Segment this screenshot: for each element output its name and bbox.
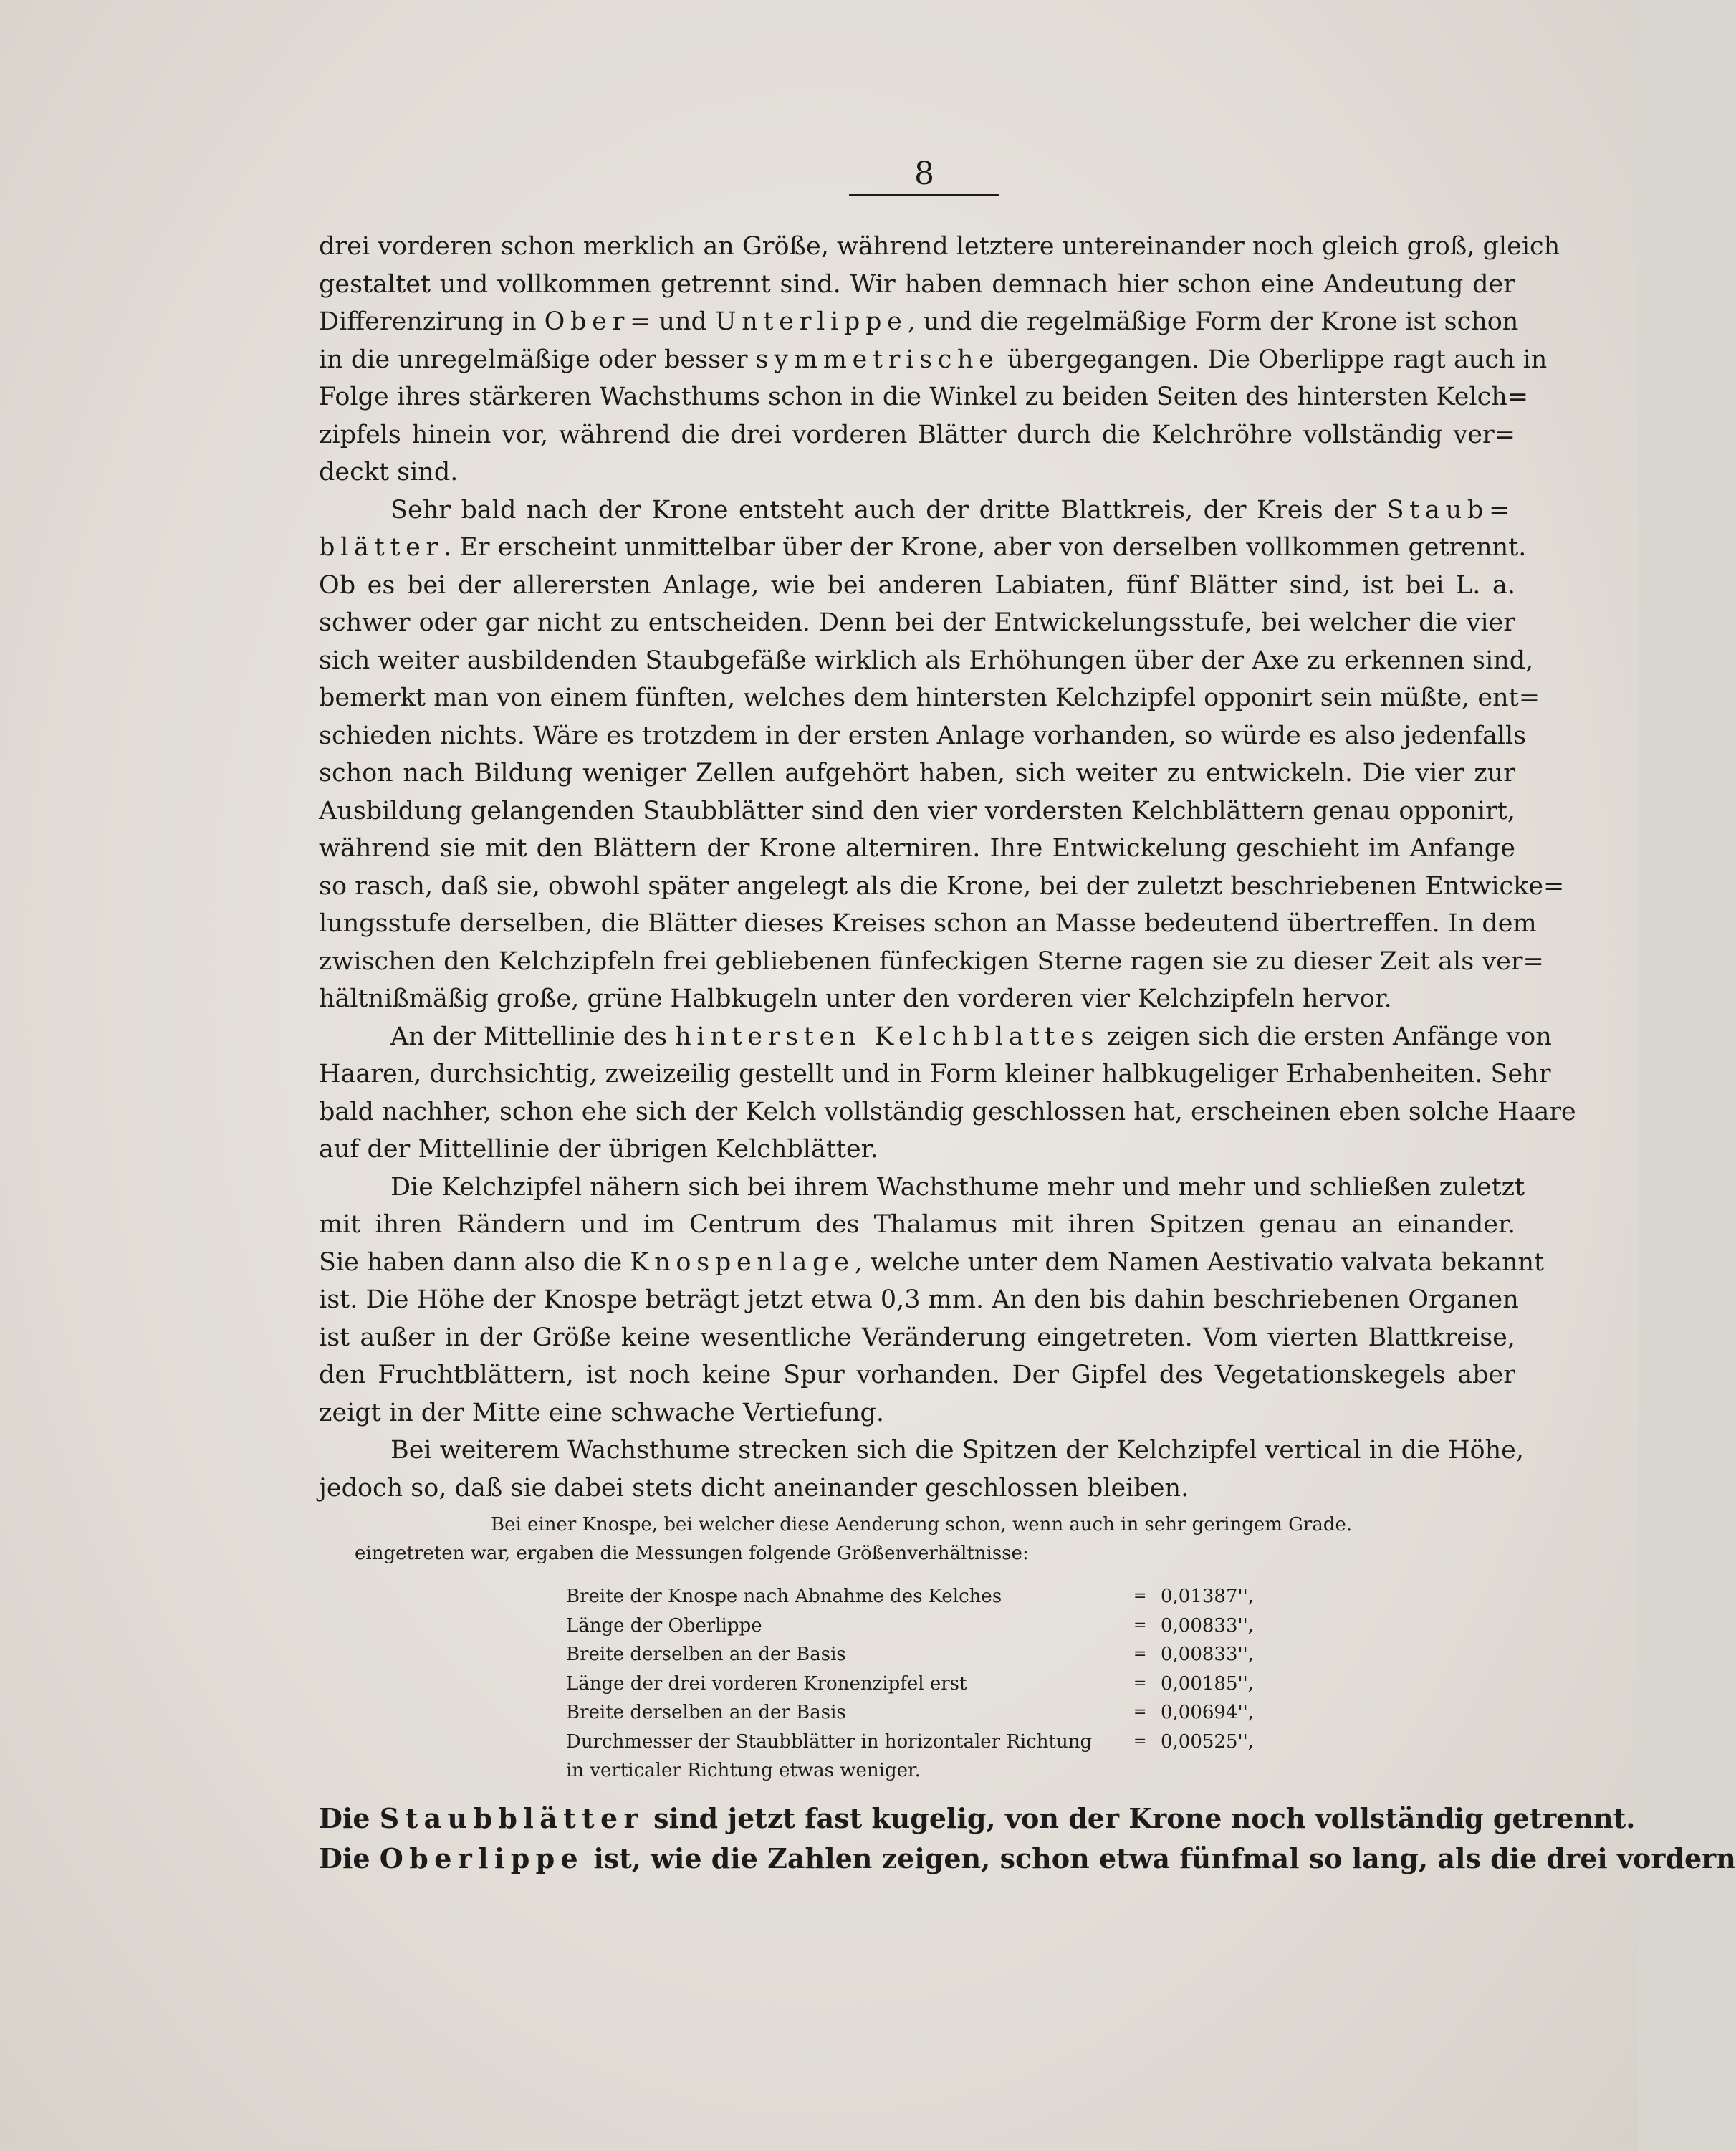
measurement-label: Länge der Oberlippe bbox=[566, 1614, 762, 1637]
closing-line bbox=[319, 1839, 1736, 1879]
measurement-table bbox=[566, 1582, 1282, 1756]
text-run: Die bbox=[319, 1842, 380, 1874]
text-run: ist außer in der Größe keine wesentliche Veränderung eingetreten. Vom vierten Blattkreise, bbox=[319, 1323, 1515, 1352]
body-line bbox=[319, 378, 1529, 416]
text-run: in die unregelmäßige oder besser bbox=[319, 345, 756, 374]
text-run: sind jetzt fast kugelig, von der Krone noch vollständig getrennt. bbox=[643, 1802, 1636, 1834]
spaced-term: Staub= bbox=[1386, 495, 1515, 524]
measurement-equals: = bbox=[1133, 1703, 1147, 1721]
body-line bbox=[319, 868, 1565, 906]
text-run: Haaren, durchsichtig, zweizeilig gestellt und in Form kleiner halbkugeliger Erhabenheiten. Sehr bbox=[319, 1060, 1551, 1088]
measurement-row bbox=[566, 1698, 1282, 1728]
spaced-term: Staubblätter bbox=[379, 1802, 644, 1834]
text-run: gestaltet und vollkommen getrennt sind. Wir haben demnach hier schon eine Andeutung der bbox=[319, 269, 1515, 299]
spaced-term: hintersten Kelchblattes bbox=[675, 1022, 1099, 1051]
body-line bbox=[319, 567, 1515, 605]
spaced-term: Ober bbox=[544, 307, 630, 336]
text-run: zwischen den Kelchzipfeln frei gebliebenen fünfeckigen Sterne ragen sie zu dieser Zeit als ver= bbox=[319, 947, 1544, 976]
measurement-value: 0,00833'', bbox=[1161, 1614, 1255, 1637]
text-run: zipfels hinein vor, während die drei vorderen Blätter durch die Kelchröhre vollständig ver= bbox=[319, 420, 1515, 449]
text-run: schieden nichts. Wäre es trotzdem in der ersten Anlage vorhanden, so würde es also jedenfalls bbox=[319, 721, 1527, 750]
body-line bbox=[319, 1055, 1551, 1093]
text-run: Die bbox=[319, 1802, 380, 1834]
body-line bbox=[319, 529, 1527, 567]
measurement-equals: = bbox=[1133, 1616, 1147, 1634]
text-run: jedoch so, daß sie dabei stets dicht aneinander geschlossen bleiben. bbox=[319, 1473, 1189, 1503]
text-run: Die Kelchzipfel nähern sich bei ihrem Wachsthume mehr und mehr und schließen zuletzt bbox=[390, 1172, 1525, 1202]
text-run: drei vorderen schon merklich an Größe, während letztere untereinander noch gleich groß, gleich bbox=[319, 232, 1560, 261]
body-line bbox=[319, 1470, 1515, 1508]
body-line bbox=[319, 642, 1534, 680]
text-run: sich weiter ausbildenden Staubgefäße wirklich als Erhöhungen über der Axe zu erkennen sind, bbox=[319, 646, 1534, 675]
body-line bbox=[319, 1169, 1525, 1207]
body-line bbox=[319, 1281, 1519, 1319]
text-run: Sehr bald nach der Krone entsteht auch der dritte Blattkreis, der Kreis der bbox=[390, 495, 1387, 524]
measurement-intro bbox=[319, 1510, 1515, 1568]
spaced-term: symmetrische bbox=[755, 345, 999, 374]
body-line bbox=[319, 943, 1544, 981]
body-line bbox=[319, 717, 1527, 755]
body-line bbox=[319, 679, 1540, 717]
spaced-term: Knospenlage bbox=[630, 1247, 855, 1277]
text-run: hältnißmäßig große, grüne Halbkugeln unter den vorderen vier Kelchzipfeln hervor. bbox=[319, 985, 1392, 1013]
body-line bbox=[319, 303, 1519, 341]
measurement-row bbox=[566, 1669, 1282, 1699]
measurement-row bbox=[566, 1611, 1282, 1641]
spaced-term: Oberlippe bbox=[379, 1842, 585, 1874]
measurement-equals: = bbox=[1133, 1674, 1147, 1692]
body-line bbox=[319, 1394, 1515, 1432]
measurement-intro-line: Bei einer Knospe, bei welcher diese Aenderung schon, wenn auch in sehr geringem Grade. bbox=[491, 1514, 1353, 1536]
measurement-row bbox=[566, 1640, 1282, 1669]
body-line bbox=[319, 1319, 1515, 1357]
measurement-value: 0,01387'', bbox=[1161, 1586, 1255, 1607]
body-line bbox=[319, 1018, 1552, 1056]
measurement-label: Durchmesser der Staubblätter in horizontaler Richtung bbox=[566, 1730, 1093, 1753]
text-run: Sie haben dann also die bbox=[319, 1247, 630, 1277]
text-run: bald nachher, schon ehe sich der Kelch vollständig geschlossen hat, erscheinen eben solche Haare bbox=[319, 1097, 1576, 1126]
body-line bbox=[319, 1356, 1515, 1394]
measurement-value: 0,00694'', bbox=[1161, 1702, 1255, 1723]
body-line bbox=[319, 830, 1515, 868]
text-run: während sie mit den Blättern der Krone alterniren. Ihre Entwickelung geschieht im Anfange bbox=[319, 834, 1515, 863]
closing-line bbox=[319, 1798, 1636, 1839]
text-run: . Er erscheint unmittelbar über der Krone, aber von derselben vollkommen getrennt. bbox=[443, 533, 1527, 562]
text-run: ist, wie die Zahlen zeigen, schon etwa fünfmal so lang, als die drei vordern bbox=[584, 1842, 1736, 1874]
body-line bbox=[319, 792, 1515, 830]
text-run: = und bbox=[630, 307, 716, 336]
page-number: 8 bbox=[914, 155, 934, 192]
text-run: Bei weiterem Wachsthume strecken sich die Spitzen der Kelchzipfel vertical in die Höhe, bbox=[390, 1436, 1525, 1465]
text-run: Ausbildung gelangenden Staubblätter sind den vier vordersten Kelchblättern genau opponirt, bbox=[319, 796, 1515, 825]
page-number-rule bbox=[849, 194, 999, 196]
body-line bbox=[319, 1093, 1576, 1131]
text-run: Ob es bei der allerersten Anlage, wie bei anderen Labiaten, fünf Blätter sind, ist bei L. a. bbox=[319, 570, 1515, 600]
text-run: so rasch, daß sie, obwohl später angelegt als die Krone, bei der zuletzt beschriebenen Entwicke= bbox=[319, 871, 1565, 901]
body-line bbox=[319, 416, 1515, 454]
body-line bbox=[319, 1206, 1515, 1244]
body-line bbox=[319, 754, 1515, 792]
text-run: , welche unter dem Namen Aestivatio valvata bekannt bbox=[854, 1247, 1545, 1277]
text-run: bemerkt man von einem fünften, welches dem hintersten Kelchzipfel opponirt sein müßte, ent= bbox=[319, 684, 1540, 712]
body-line bbox=[319, 905, 1537, 943]
measurement-note: in verticaler Richtung etwas weniger. bbox=[566, 1760, 921, 1781]
measurement-equals: = bbox=[1133, 1587, 1147, 1605]
measurement-row bbox=[566, 1728, 1282, 1757]
text-run: übergegangen. Die Oberlippe ragt auch in bbox=[999, 345, 1548, 374]
text-run: zeigen sich die ersten Anfänge von bbox=[1098, 1022, 1552, 1051]
text-run: schon nach Bildung weniger Zellen aufgehört haben, sich weiter zu entwickeln. Die vier zur bbox=[319, 759, 1515, 787]
measurement-row bbox=[566, 1582, 1282, 1611]
body-line bbox=[319, 980, 1515, 1018]
text-run: Folge ihres stärkeren Wachsthums schon in die Winkel zu beiden Seiten des hintersten Kelch= bbox=[319, 383, 1529, 411]
text-run: auf der Mittellinie der übrigen Kelchblätter. bbox=[319, 1135, 878, 1164]
text-run: An der Mittellinie des bbox=[390, 1022, 676, 1051]
text-run: mit ihren Rändern und im Centrum des Thalamus mit ihren Spitzen genau an einander. bbox=[319, 1210, 1515, 1239]
body-line bbox=[319, 492, 1515, 530]
body-line bbox=[319, 341, 1548, 379]
body-line bbox=[319, 266, 1515, 304]
body-text bbox=[319, 228, 1576, 1507]
spaced-term: blätter bbox=[319, 533, 443, 562]
measurement-value: 0,00185'', bbox=[1161, 1672, 1255, 1695]
body-line bbox=[319, 1244, 1545, 1282]
text-run: deckt sind. bbox=[319, 458, 459, 487]
closing-text bbox=[319, 1798, 1736, 1879]
measurement-label: Länge der drei vorderen Kronenzipfel erst bbox=[566, 1672, 967, 1695]
measurement-value: 0,00525'', bbox=[1161, 1730, 1255, 1753]
text-run: ist. Die Höhe der Knospe beträgt jetzt etwa 0,3 mm. An den bis dahin beschriebenen Organen bbox=[319, 1285, 1519, 1314]
spaced-term: Unterlippe bbox=[715, 307, 908, 336]
text-run: zeigt in der Mitte eine schwache Vertiefung. bbox=[319, 1398, 885, 1427]
text-run: Differenzirung in bbox=[319, 307, 545, 336]
measurement-equals: = bbox=[1133, 1732, 1147, 1750]
body-line bbox=[319, 454, 1515, 492]
body-line bbox=[319, 1432, 1525, 1470]
measurement-value: 0,00833'', bbox=[1161, 1644, 1255, 1665]
measurement-label: Breite derselben an der Basis bbox=[566, 1644, 846, 1665]
measurement-label: Breite der Knospe nach Abnahme des Kelches bbox=[566, 1586, 1002, 1607]
measurement-equals: = bbox=[1133, 1645, 1147, 1663]
measurement-label: Breite derselben an der Basis bbox=[566, 1702, 846, 1723]
body-line bbox=[319, 604, 1515, 642]
measurement-intro-line: eingetreten war, ergaben die Messungen folgende Größenverhältnisse: bbox=[355, 1543, 1029, 1564]
text-run: schwer oder gar nicht zu entscheiden. Denn bei der Entwickelungsstufe, bei welcher die vier bbox=[319, 608, 1515, 637]
text-run: , und die regelmäßige Form der Krone ist schon bbox=[907, 307, 1519, 336]
body-line bbox=[319, 228, 1560, 266]
body-line bbox=[319, 1131, 1515, 1169]
text-run: den Fruchtblättern, ist noch keine Spur vorhanden. Der Gipfel des Vegetationskegels aber bbox=[319, 1361, 1515, 1389]
text-run: lungsstufe derselben, die Blätter dieses Kreises schon an Masse bedeutend übertreffen. In dem bbox=[319, 909, 1537, 938]
